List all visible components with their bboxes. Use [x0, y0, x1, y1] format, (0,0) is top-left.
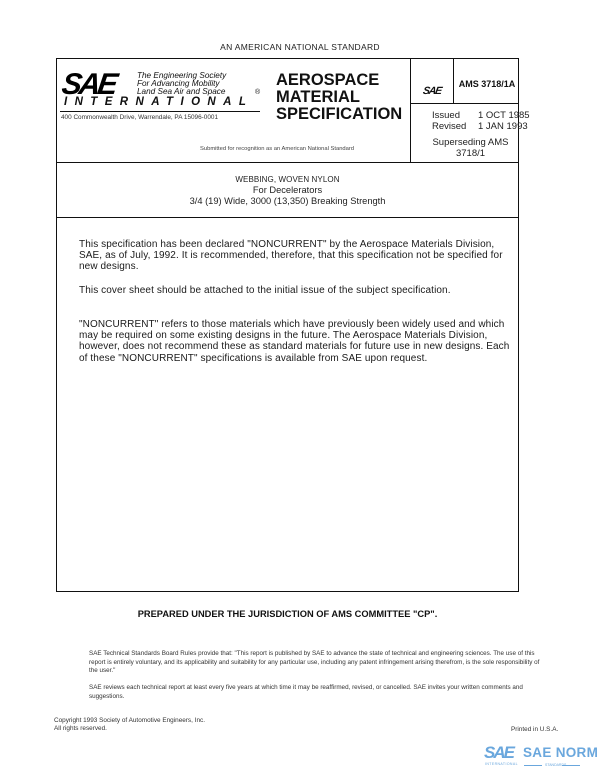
revised-label: Revised	[432, 121, 467, 132]
society-line-1: The Engineering Society	[137, 71, 227, 80]
watermark-rule-left	[524, 765, 542, 766]
publisher-address: 400 Commonwealth Drive, Warrendale, PA 15096-0001	[61, 114, 219, 121]
printed-in: Printed in U.S.A.	[511, 726, 559, 733]
id-box-horizontal-divider	[410, 103, 519, 104]
header-vertical-divider	[410, 58, 411, 163]
international-wordmark: INTERNATIONAL	[64, 96, 254, 108]
fine-print-review: SAE reviews each technical report at least every five years at which time it may be reaffirmed, revised, or cancelled. SAE invites your written comments and suggestions.	[89, 684, 523, 700]
subject-line-3: 3/4 (19) Wide, 3000 (13,350) Breaking Strength	[189, 196, 386, 207]
id-box-vertical-divider	[453, 58, 454, 104]
revised-date: 1 JAN 1993	[478, 121, 528, 132]
watermark-standards: STANDARDS	[545, 763, 567, 767]
body-paragraph-2: This cover sheet should be attached to the initial issue of the subject specification.	[79, 285, 451, 296]
title-line-1: AEROSPACE	[276, 71, 380, 89]
society-line-3: Land Sea Air and Space	[137, 87, 226, 96]
rights-reserved: All rights reserved.	[54, 725, 107, 732]
society-line-2: For Advancing Mobility	[137, 79, 220, 88]
header-divider	[56, 162, 519, 163]
subject-divider	[56, 217, 519, 218]
subject-line-2: For Decelerators	[252, 185, 323, 196]
superseding-note: Superseding AMS 3718/1	[432, 137, 509, 159]
subject-block	[56, 174, 519, 208]
submitted-note: Submitted for recognition as an American National Standard	[200, 146, 355, 152]
subject-line-1: WEBBING, WOVEN NYLON	[235, 175, 340, 184]
issued-date: 1 OCT 1985	[478, 110, 530, 121]
title-line-2: MATERIAL	[276, 88, 361, 106]
registered-mark: ®	[255, 89, 261, 96]
logo-rule	[60, 111, 260, 112]
watermark-international: INTERNATIONAL	[485, 762, 518, 766]
body-paragraph-1: This specification has been declared "NONCURRENT" by the Aerospace Materials Division, SAE, as of July, 1992. It is recommended, therefore, that this specification not be specified for new designs.	[79, 239, 503, 273]
body-paragraph-3: "NONCURRENT" refers to those materials which have previously been widely used and which may be required on some existing designs in the future. The Aerospace Materials Division, however, does not recommend these as standard materials for future use in new designs. Each of these "NONCURRENT" specifications is available from SAE upon request.	[79, 319, 510, 364]
prepared-by: PREPARED UNDER THE JURISDICTION OF AMS COMMITTEE "CP".	[137, 609, 438, 619]
american-national-standard-banner: AN AMERICAN NATIONAL STANDARD	[220, 42, 380, 52]
watermark-title: SAE NORM	[523, 745, 599, 760]
copyright-line: Copyright 1993 Society of Automotive Engineers, Inc.	[54, 717, 205, 724]
sae-logo: SAE	[59, 68, 118, 101]
title-line-3: SPECIFICATION	[276, 105, 403, 123]
document-type-title	[276, 72, 402, 123]
watermark-rule-right	[562, 765, 580, 766]
fine-print-rules: SAE Technical Standards Board Rules provide that: "This report is published by SAE to advance the state of technical and engineering sciences. The use of this report is entirely voluntary, and its applicability and suitability for any particular use, including any patent infringement arising therefrom, is the sole responsibility of the user."	[89, 650, 540, 675]
ams-number: AMS 3718/1A	[458, 79, 516, 89]
issued-label: Issued	[432, 110, 460, 121]
sae-small-logo: SAE	[421, 85, 443, 97]
watermark-sae-logo: SAE	[484, 743, 513, 762]
